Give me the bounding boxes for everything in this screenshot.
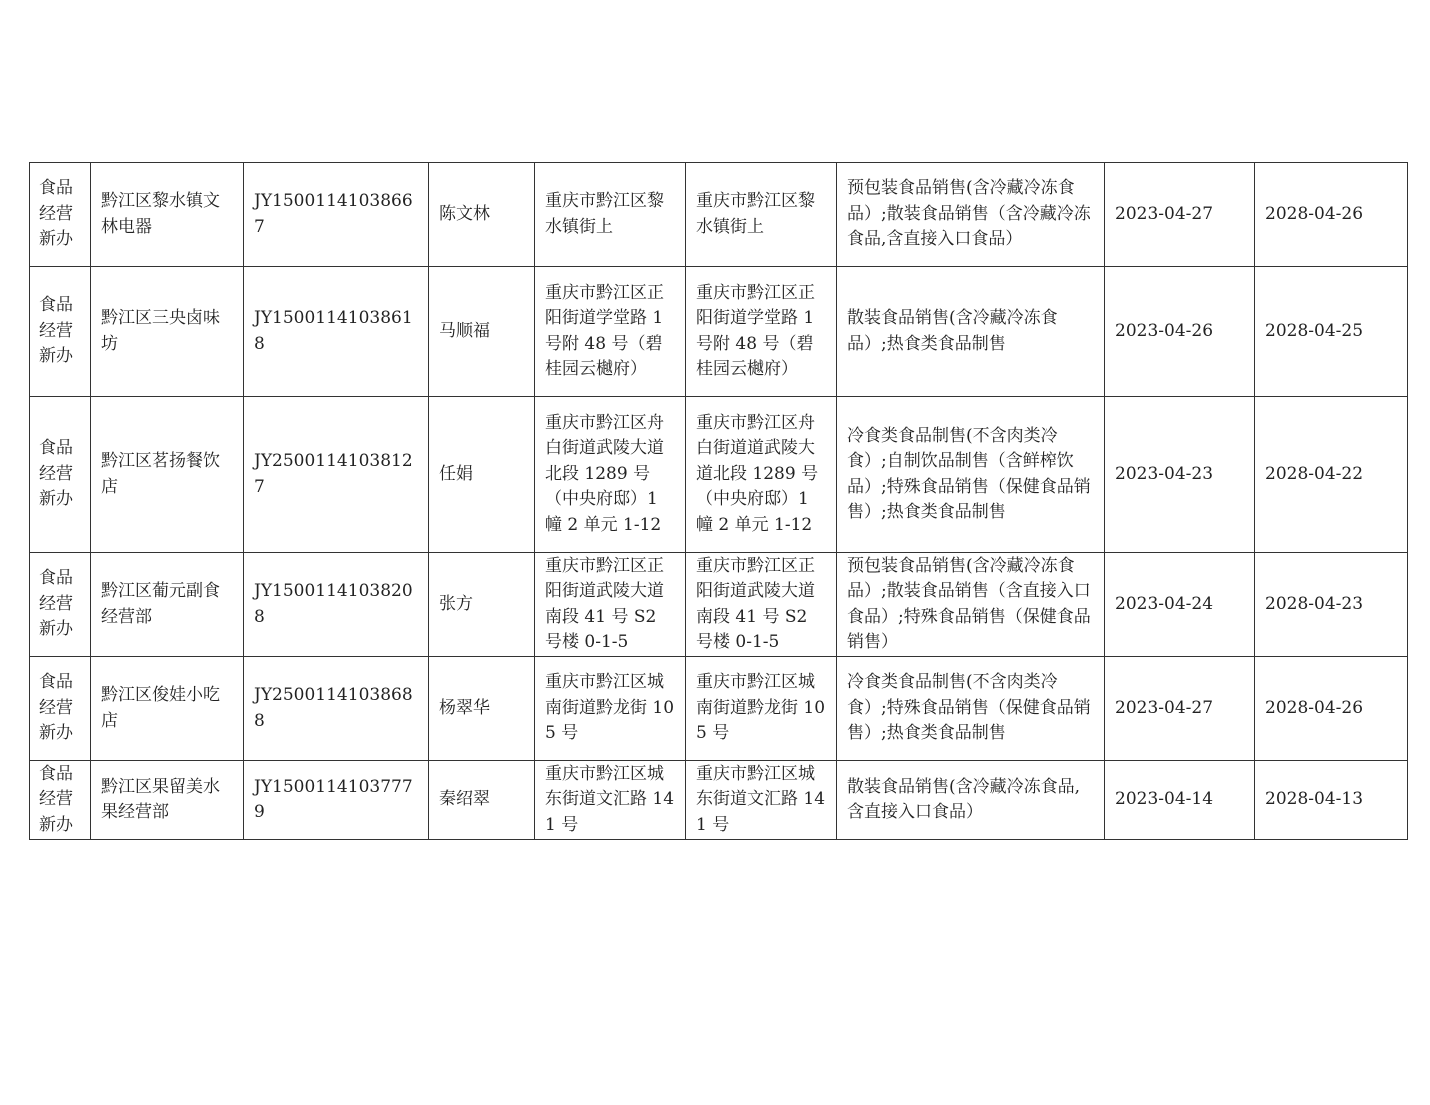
cell-issue-date	[1105, 397, 1255, 553]
cell-business-premises-text: 重庆市黔江区正阳街道学堂路 1 号附 48 号（碧桂园云樾府）	[696, 282, 815, 379]
cell-residence-text: 重庆市黔江区舟白街道武陵大道北段 1289 号（中央府邸）1 幢 2 单元 1-12	[545, 412, 664, 535]
cell-business-scope-text: 冷食类食品制售(不含肉类冷食）;自制饮品制售（含鲜榨饮品）;特殊食品销售（保健食品销售）;热食类食品制售	[847, 425, 1091, 522]
cell-residence-text: 重庆市黔江区城东街道文汇路 141 号	[545, 763, 675, 835]
cell-license-type	[30, 553, 91, 657]
cell-business-scope	[837, 267, 1105, 397]
cell-business-premises	[686, 397, 837, 553]
cell-business-scope-text: 散装食品销售(含冷藏冷冻食品）;热食类食品制售	[847, 308, 1058, 354]
cell-business-name	[91, 657, 244, 761]
cell-license-type	[30, 657, 91, 761]
cell-legal-person	[429, 553, 535, 657]
cell-business-name-text: 黔江区茗扬餐饮店	[101, 451, 220, 497]
cell-business-premises-text: 重庆市黔江区正阳街道武陵大道南段 41 号 S2 号楼 0-1-5	[696, 555, 815, 652]
cell-business-premises-text: 重庆市黔江区城东街道文汇路 141 号	[696, 763, 826, 835]
cell-expiry-date	[1255, 761, 1408, 840]
cell-issue-date	[1105, 267, 1255, 397]
cell-residence	[535, 761, 686, 840]
cell-business-scope	[837, 163, 1105, 267]
table-row	[30, 553, 1408, 657]
cell-legal-person-text: 陈文林	[439, 203, 490, 224]
cell-business-scope-text: 预包装食品销售(含冷藏冷冻食品）;散装食品销售（含冷藏冷冻食品,含直接入口食品）	[847, 178, 1091, 250]
cell-business-scope	[837, 657, 1105, 761]
cell-business-name	[91, 397, 244, 553]
cell-business-premises-text: 重庆市黔江区黎水镇街上	[696, 191, 815, 237]
license-table	[29, 162, 1408, 840]
cell-expiry-date-text: 2028-04-23	[1265, 593, 1364, 614]
cell-business-premises	[686, 553, 837, 657]
cell-business-premises-text: 重庆市黔江区城南街道黔龙街 105 号	[696, 672, 826, 744]
cell-license-number	[244, 657, 429, 761]
cell-business-premises	[686, 267, 837, 397]
cell-residence	[535, 397, 686, 553]
cell-issue-date-text: 2023-04-14	[1115, 789, 1214, 810]
cell-license-number-text: JY25001141038127	[254, 451, 413, 497]
cell-residence-text: 重庆市黔江区城南街道黔龙街 105 号	[545, 672, 675, 744]
cell-legal-person-text: 张方	[439, 593, 473, 614]
cell-license-number-text: JY15001141038618	[254, 308, 413, 354]
cell-legal-person-text: 杨翠华	[439, 697, 490, 718]
cell-expiry-date-text: 2028-04-22	[1265, 463, 1364, 484]
cell-expiry-date	[1255, 163, 1408, 267]
cell-expiry-date-text: 2028-04-25	[1265, 320, 1364, 341]
cell-issue-date-text: 2023-04-27	[1115, 203, 1214, 224]
cell-issue-date	[1105, 761, 1255, 840]
cell-license-type-text: 食品经营新办	[39, 438, 73, 510]
cell-license-type-text: 食品经营新办	[39, 672, 73, 744]
cell-business-name-text: 黔江区三央卤味坊	[101, 308, 220, 354]
cell-license-number	[244, 397, 429, 553]
cell-license-number-text: JY15001141038208	[254, 581, 413, 627]
table-body	[30, 163, 1408, 840]
cell-license-type-text: 食品经营新办	[39, 178, 73, 250]
cell-legal-person-text: 任娟	[439, 463, 473, 484]
cell-business-name-text: 黔江区葡元副食经营部	[101, 581, 220, 627]
cell-residence	[535, 553, 686, 657]
cell-residence-text: 重庆市黔江区正阳街道武陵大道南段 41 号 S2 号楼 0-1-5	[545, 555, 664, 652]
table-row	[30, 163, 1408, 267]
cell-legal-person-text: 秦绍翠	[439, 789, 490, 810]
cell-license-number	[244, 163, 429, 267]
cell-license-type	[30, 163, 91, 267]
cell-business-name-text: 黔江区俊娃小吃店	[101, 685, 220, 731]
table-row	[30, 657, 1408, 761]
cell-legal-person	[429, 761, 535, 840]
cell-license-number	[244, 267, 429, 397]
cell-legal-person	[429, 163, 535, 267]
cell-business-premises-text: 重庆市黔江区舟白街道道武陵大道北段 1289 号（中央府邸）1 幢 2 单元 1-12	[696, 412, 819, 535]
cell-business-scope	[837, 761, 1105, 840]
cell-legal-person-text: 马顺福	[439, 320, 490, 341]
cell-business-name	[91, 553, 244, 657]
cell-license-type-text: 食品经营新办	[39, 295, 73, 367]
cell-license-number	[244, 553, 429, 657]
cell-issue-date-text: 2023-04-27	[1115, 697, 1214, 718]
cell-expiry-date	[1255, 553, 1408, 657]
cell-license-type-text: 食品经营新办	[39, 568, 73, 640]
cell-business-name-text: 黔江区果留美水果经营部	[101, 776, 220, 822]
cell-business-scope	[837, 553, 1105, 657]
cell-business-name-text: 黔江区黎水镇文林电器	[101, 191, 220, 237]
cell-issue-date	[1105, 553, 1255, 657]
cell-license-number-text: JY25001141038688	[254, 685, 413, 731]
cell-issue-date	[1105, 657, 1255, 761]
cell-issue-date-text: 2023-04-26	[1115, 320, 1214, 341]
cell-expiry-date	[1255, 267, 1408, 397]
cell-residence	[535, 267, 686, 397]
cell-license-number	[244, 761, 429, 840]
cell-issue-date	[1105, 163, 1255, 267]
table-row	[30, 267, 1408, 397]
cell-license-number-text: JY15001141038667	[254, 191, 413, 237]
cell-expiry-date-text: 2028-04-13	[1265, 789, 1364, 810]
cell-residence-text: 重庆市黔江区黎水镇街上	[545, 191, 664, 237]
cell-license-type	[30, 761, 91, 840]
cell-business-name	[91, 761, 244, 840]
cell-license-type-text: 食品经营新办	[39, 763, 73, 835]
cell-expiry-date-text: 2028-04-26	[1265, 697, 1364, 718]
cell-expiry-date-text: 2028-04-26	[1265, 203, 1364, 224]
cell-business-premises	[686, 163, 837, 267]
cell-expiry-date	[1255, 657, 1408, 761]
cell-business-name	[91, 267, 244, 397]
table-row	[30, 397, 1408, 553]
cell-legal-person	[429, 267, 535, 397]
cell-legal-person	[429, 397, 535, 553]
cell-license-type	[30, 267, 91, 397]
cell-residence-text: 重庆市黔江区正阳街道学堂路 1 号附 48 号（碧桂园云樾府）	[545, 282, 664, 379]
cell-residence	[535, 657, 686, 761]
cell-business-name	[91, 163, 244, 267]
table-row	[30, 761, 1408, 840]
cell-business-premises	[686, 657, 837, 761]
cell-residence	[535, 163, 686, 267]
cell-license-number-text: JY15001141037779	[254, 776, 413, 822]
cell-expiry-date	[1255, 397, 1408, 553]
cell-business-premises	[686, 761, 837, 840]
cell-issue-date-text: 2023-04-23	[1115, 463, 1214, 484]
cell-issue-date-text: 2023-04-24	[1115, 593, 1214, 614]
cell-business-scope-text: 冷食类食品制售(不含肉类冷食）;特殊食品销售（保健食品销售）;热食类食品制售	[847, 672, 1091, 744]
cell-business-scope-text: 散装食品销售(含冷藏冷冻食品,含直接入口食品）	[847, 776, 1081, 822]
cell-business-scope	[837, 397, 1105, 553]
cell-license-type	[30, 397, 91, 553]
cell-business-scope-text: 预包装食品销售(含冷藏冷冻食品）;散装食品销售（含直接入口食品）;特殊食品销售（保健食品销售）	[847, 555, 1091, 652]
cell-legal-person	[429, 657, 535, 761]
